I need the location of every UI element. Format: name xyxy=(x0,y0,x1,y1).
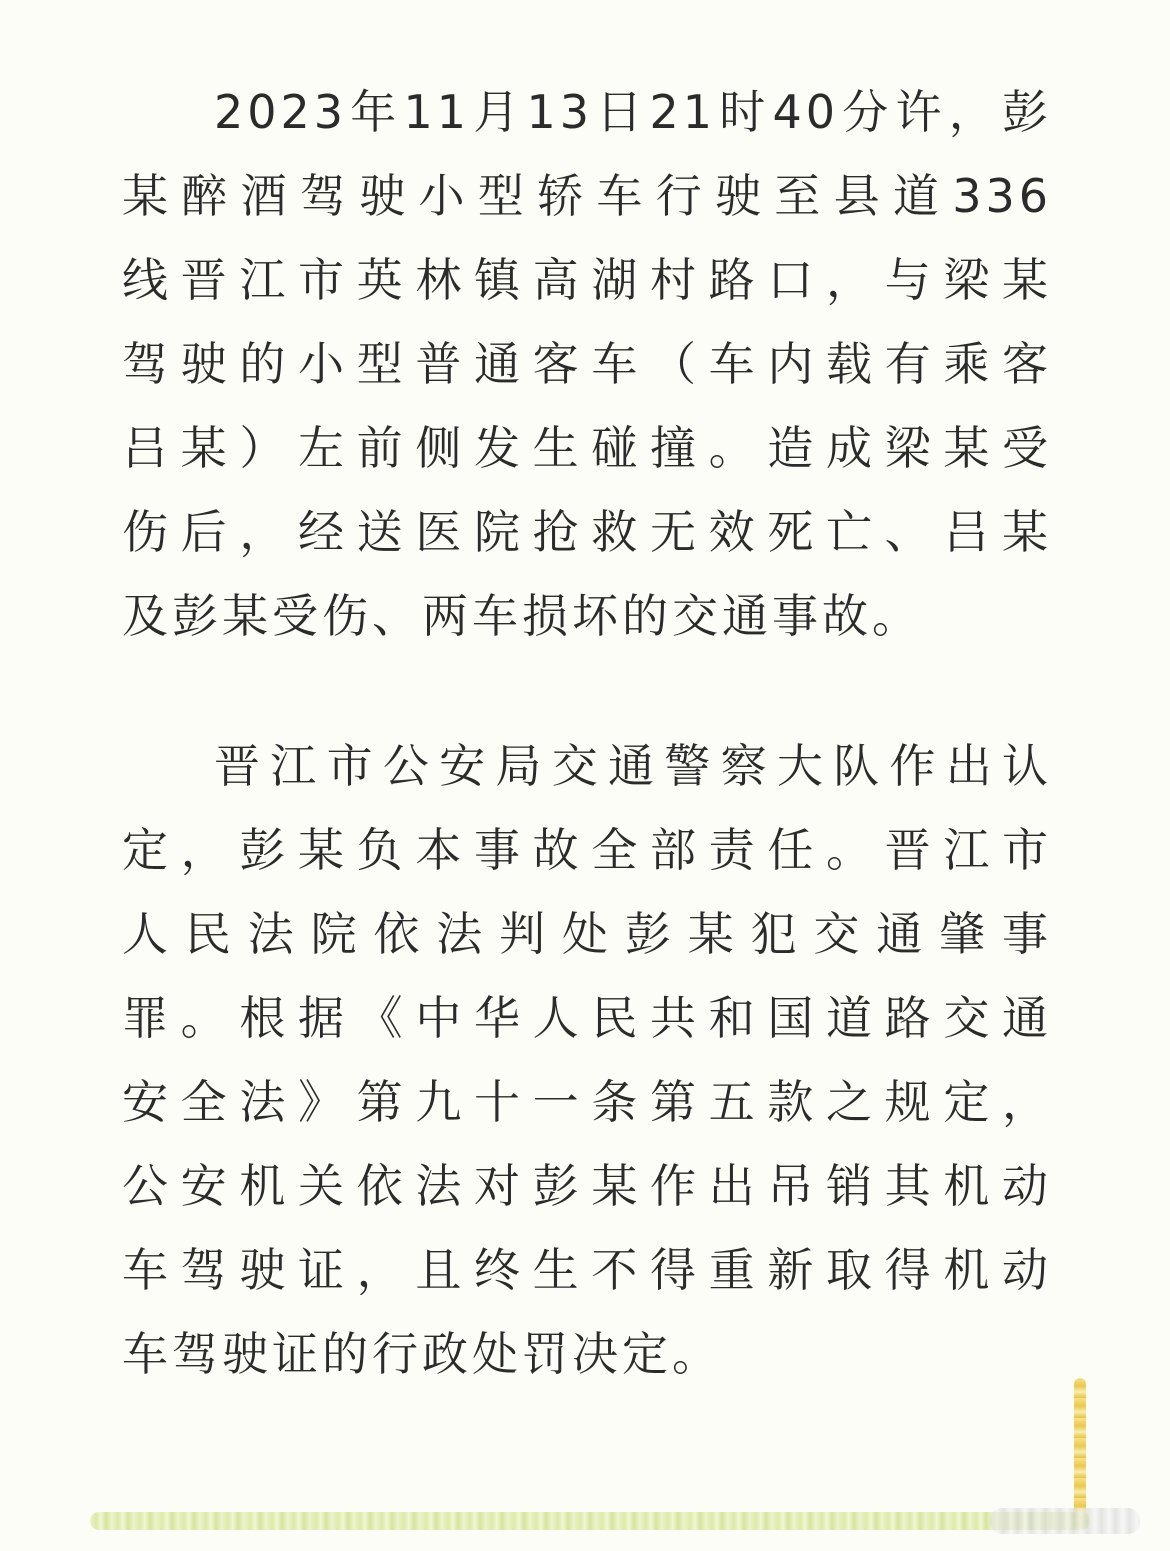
paragraph-line: 2023年11月13日21时40分许，彭 xyxy=(214,85,1052,139)
paragraph-penalty xyxy=(122,724,1052,1396)
paragraph-line: 车驾驶证的行政处罚决定。 xyxy=(122,1327,722,1381)
paragraph-line: 罪。根据《中华人民共和国道路交通 xyxy=(122,991,1052,1045)
paragraph-line: 伤后，经送医院抢救无效死亡、吕某 xyxy=(122,505,1052,559)
paragraph-line: 安全法》第九十一条第五款之规定， xyxy=(122,1075,1052,1129)
paragraph-line: 某醉酒驾驶小型轿车行驶至县道336 xyxy=(122,169,1052,223)
paragraph-line: 晋江市公安局交通警察大队作出认 xyxy=(214,739,1052,793)
paragraph-line: 车驾驶证，且终生不得重新取得机动 xyxy=(122,1243,1052,1297)
paragraph-incident xyxy=(122,70,1052,658)
paragraph-line: 公安机关依法对彭某作出吊销其机动 xyxy=(122,1159,1052,1213)
paragraph-line: 线晋江市英林镇高湖村路口，与梁某 xyxy=(122,253,1052,307)
paragraph-line: 定，彭某负本事故全部责任。晋江市 xyxy=(122,823,1052,877)
paragraph-line: 吕某）左前侧发生碰撞。造成梁某受 xyxy=(122,421,1052,475)
decorative-bottom-border-fade xyxy=(990,1508,1140,1534)
decorative-vertical-stripe xyxy=(1074,1378,1086,1528)
decorative-bottom-border xyxy=(90,1512,1090,1530)
paragraph-line: 驾驶的小型普通客车（车内载有乘客 xyxy=(122,337,1052,391)
paragraph-line: 及彭某受伤、两车损坏的交通事故。 xyxy=(122,589,922,643)
paragraph-line: 人民法院依法判处彭某犯交通肇事 xyxy=(122,907,1052,961)
